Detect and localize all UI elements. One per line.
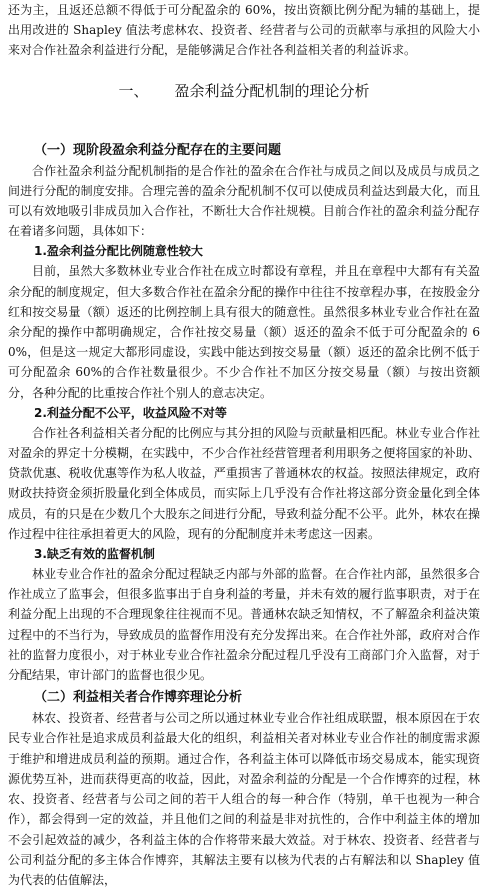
item-1-paragraph: 目前，虽然大多数林业专业合作社在成立时都设有章程，并且在章程中大都有有关盈余分配的制度规定，但大多数合作社在盈余分配的操作中往往不按章程办事，在按股金分红和按交易量（额）返还的比例控制上具有很大的随意性。虽然很多林业专业合作社在盈余分配的操作中都明确规定，合作社按交易量（额）返还的盈余不低于可分配盈余的 60%，但是这一规定大都形同虚设，实践中能达到按交易量（额）返还的盈余比例不低于可分配盈余 60%的合作社数量很少。不少合作社不加区分按交易量（额）与按出资额分，各种分配的比重按合作社个别人的意志决定。 [8, 264, 480, 400]
item-3-paragraph: 林业专业合作社的盈余分配过程缺乏内部与外部的监督。在合作社内部，虽然很多合作社成立了监事会，但很多监事出于自身利益的考量，并未有效的履行监事职责，对于在利益分配上出现的不合理现象往往视而不见。普通林农缺乏知情权，不了解盈余利益决策过程中的不当行为，导致成员的监督作用没有充分发挥出来。在合作社外部，政府对合作社的监督力度很小，对于林业专业合作社盈余分配过程几乎没有工商部门介入监督，对于分配结果，审计部门的监督也很少见。 [8, 567, 480, 683]
item-2-paragraph: 合作社各利益相关者分配的比例应与其分担的风险与贡献量相匹配。林业专业合作社对盈余的界定十分模糊，在实践中，不少合作社经营管理者利用职务之便将国家的补助、贷款优惠、税收优惠等作为私人收益，严重损害了普通林农的权益。按照法律规定，政府财政扶持资金须折股量化到全体成员，而实际上几乎没有合作社将这部分资金量化到全体成员，有的只是在少数几个大股东之间进行分配，导致利益分配不公平。此外，林农在操作过程中往往承担着更大的风险，现有的分配制度并未考虑这一因素。 [8, 425, 480, 541]
section-title: 盈余利益分配机制的理论分析 [174, 81, 370, 100]
section-heading [8, 81, 480, 101]
item-1-title: 1.盈余利益分配比例随意性较大 [34, 244, 203, 259]
subsection-2-paragraph: 林农、投资者、经营者与公司之所以通过林业专业合作社组成联盟，根本原因在于农民专业合作社是追求成员利益最大化的组织，利益相关者对林业专业合作社的制度需求源于维护和增进成员利益的预期。通过合作，各利益主体可以降低市场交易成本，能实现资源优势互补，进而获得更高的收益，因此，对盈余利益的分配是一个合作博弈的过程，林农、投资者、经营者与公司之间的若干人组合的每一种合作（特别，单干也视为一种合作），都会得到一定的效益，并且他们之间的利益是非对抗性的，合作中利益主体的增加不会引起效益的减少，各利益主体的合作将带来最大效益。对于林农、投资者、经营者与公司利益分配的多主体合作博弈，其解法主要有以核为代表的占有解法和以 Shapley 值为代表的估值解法， [8, 711, 480, 887]
item-2-title: 2.利益分配不公平，收益风险不对等 [34, 405, 227, 420]
subsection-heading-2: （二）利益相关者合作博弈理论分析 [34, 690, 243, 706]
subsection-heading-1: （一）现阶段盈余利益分配存在的主要问题 [34, 142, 282, 158]
subsection-1-paragraph: 合作社盈余利益分配机制指的是合作社的盈余在合作社与成员之间以及成员与成员之间进行分配的制度安排。合理完善的盈余分配机制不仅可以使成员利益达到最大化，而且可以有效地吸引非成员加入合作社，不断壮大合作社规模。目前合作社的盈余利益分配存在着诸多问题，具体如下： [8, 163, 480, 239]
section-number: 一、 [118, 81, 149, 100]
item-3-title: 3.缺乏有效的监督机制 [34, 547, 155, 562]
intro-paragraph: 还为主，且返还总额不得低于可分配盈余的 60%，按出资额比例分配为辅的基础上，提出用改进的 Shapley 值法考虑林农、投资者、经营者与公司的贡献率与承担的风险大小来对合作社盈余利益进行分配，是能够满足合作社各利益相关者的利益诉求。 [8, 3, 480, 58]
